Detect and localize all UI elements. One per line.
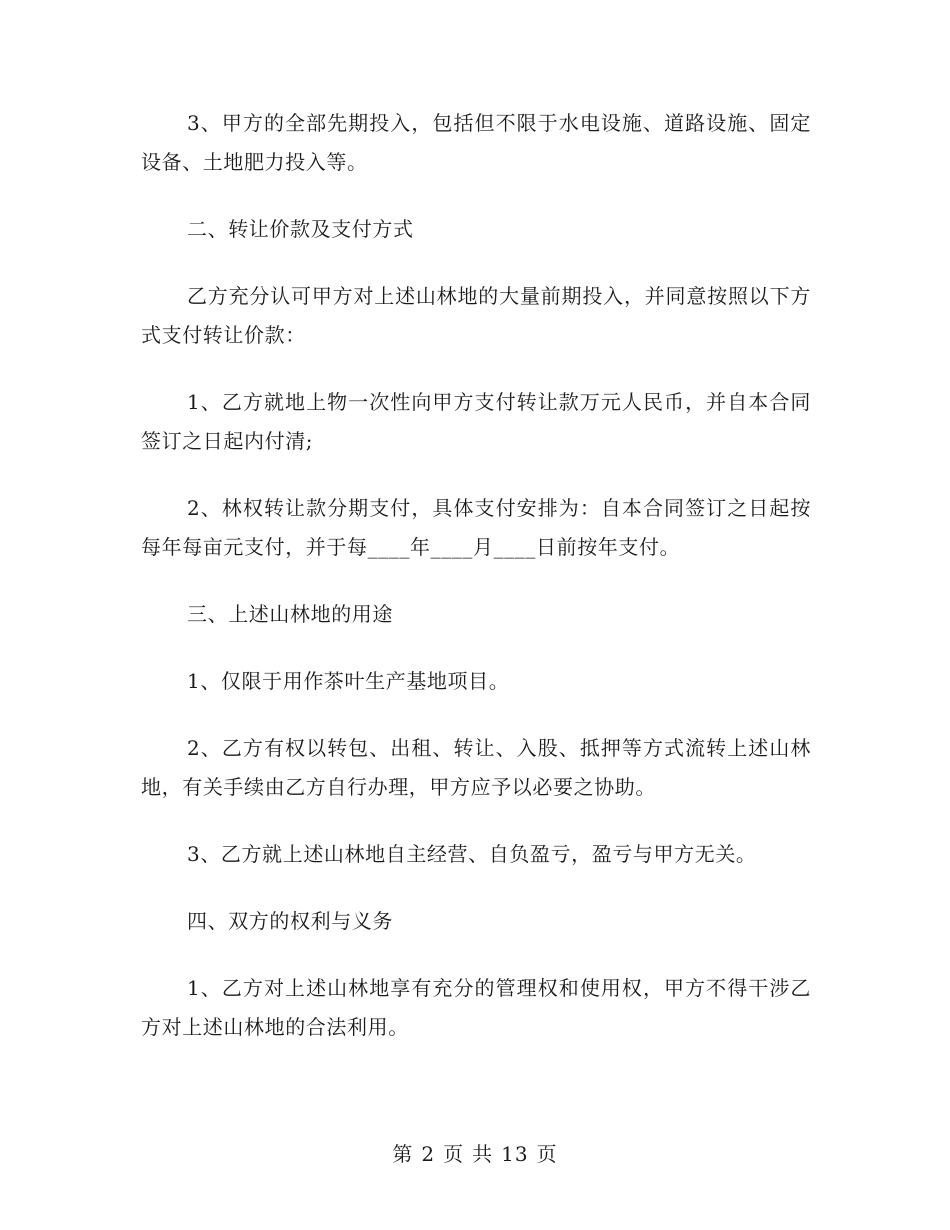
footer-label-suffix: 页 bbox=[536, 1142, 558, 1166]
total-pages-number: 13 bbox=[501, 1142, 529, 1166]
clause-paragraph: 2、乙方有权以转包、出租、转让、入股、抵押等方式流转上述山林地，有关手续由乙方自行办理，甲方应予以必要之协助。 bbox=[141, 736, 811, 799]
footer-label-prefix: 第 bbox=[392, 1142, 414, 1166]
clause-paragraph: 1、乙方就地上物一次性向甲方支付转让款万元人民币，并自本合同签订之日起内付清; bbox=[141, 390, 811, 453]
clause-paragraph: 1、仅限于用作茶叶生产基地项目。 bbox=[187, 669, 510, 693]
clause-paragraph: 2、林权转让款分期支付，具体支付安排为：自本合同签订之日起按每年每亩元支付，并于每____年____月____日前按年支付。 bbox=[141, 496, 811, 559]
clause-paragraph: 1、乙方对上述山林地享有充分的管理权和使用权，甲方不得干涉乙方对上述山林地的合法利用。 bbox=[141, 976, 811, 1039]
current-page-number: 2 bbox=[421, 1142, 436, 1166]
clause-paragraph: 3、甲方的全部先期投入，包括但不限于水电设施、道路设施、固定设备、土地肥力投入等。 bbox=[141, 111, 811, 174]
section-heading: 二、转让价款及支付方式 bbox=[187, 217, 414, 241]
document-body bbox=[141, 104, 811, 1075]
page-footer bbox=[0, 1140, 950, 1168]
footer-label-total: 共 bbox=[472, 1142, 494, 1166]
footer-label-page: 页 bbox=[443, 1142, 465, 1166]
section-heading: 四、双方的权利与义务 bbox=[187, 909, 393, 933]
clause-paragraph: 乙方充分认可甲方对上述山林地的大量前期投入，并同意按照以下方式支付转让价款： bbox=[141, 284, 811, 347]
section-heading: 三、上述山林地的用途 bbox=[187, 602, 393, 626]
clause-paragraph: 3、乙方就上述山林地自主经营、自负盈亏，盈亏与甲方无关。 bbox=[187, 842, 757, 866]
